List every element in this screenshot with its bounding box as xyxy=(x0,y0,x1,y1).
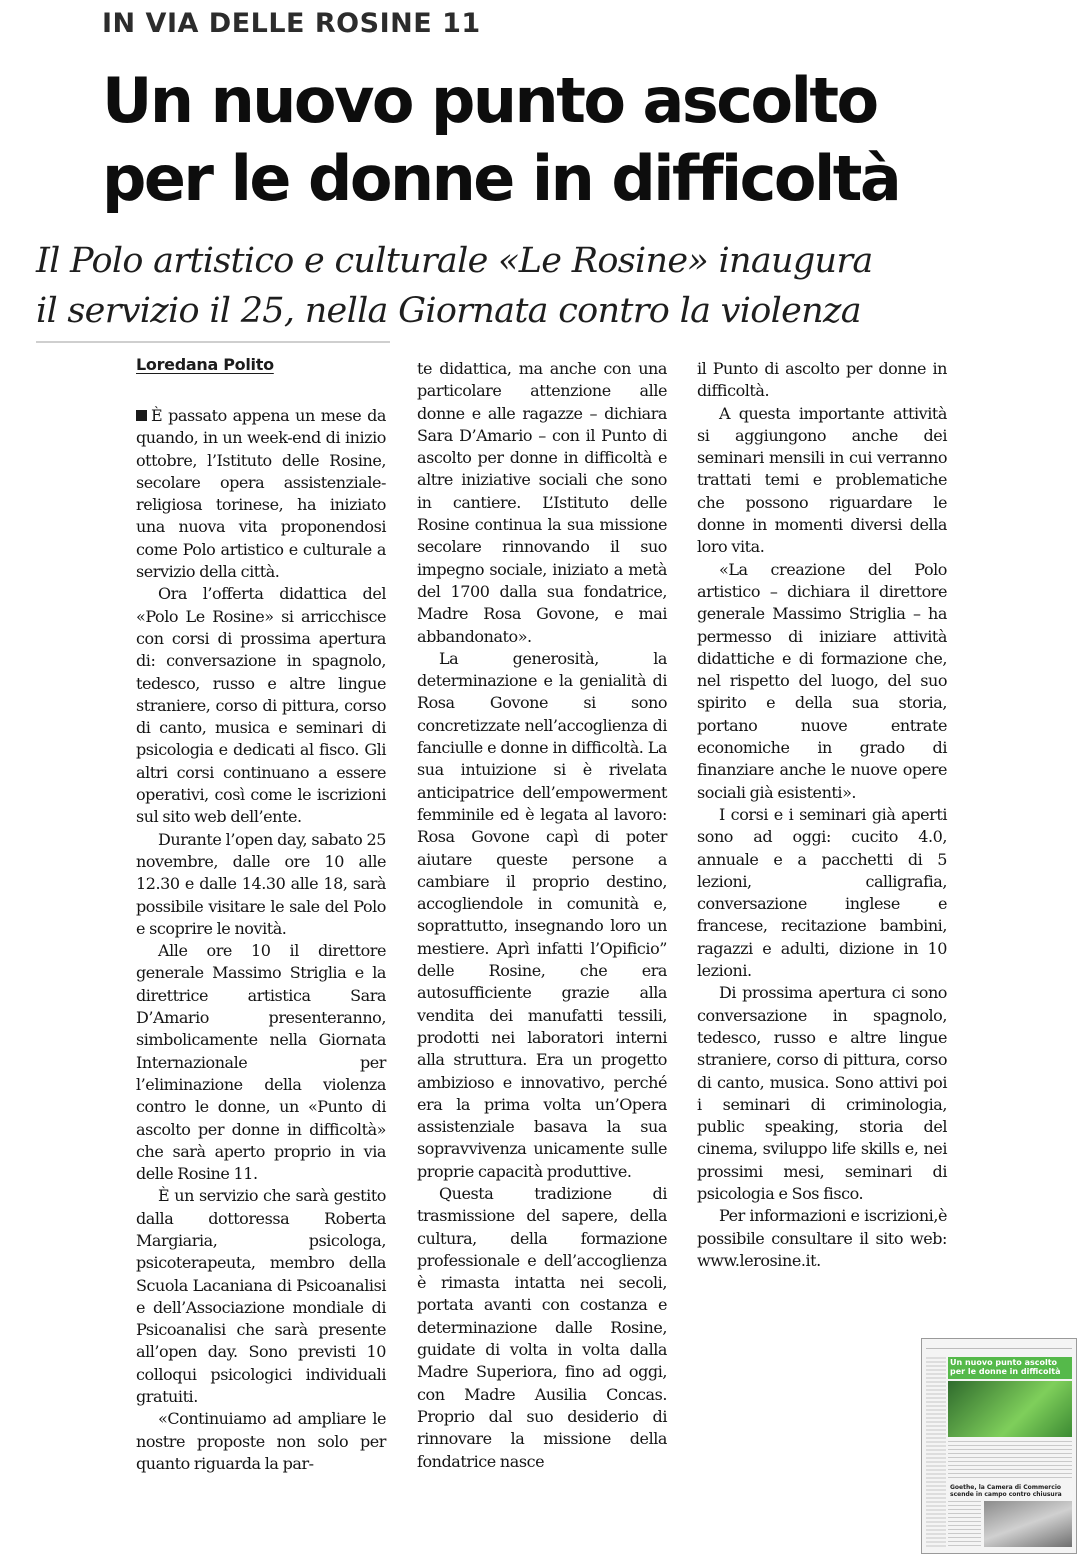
paragraph: il Punto di ascolto per donne in difficoltà. xyxy=(697,359,947,401)
paragraph: A questa importante attività si aggiungono anche dei seminari mensili in cui verranno trattati temi e problematiche che possono riguardare le donne in momenti diversi della loro vita. xyxy=(697,403,947,557)
paragraph: «Continuiamo ad ampliare le nostre proposte non solo per quanto riguarda la par- xyxy=(136,1409,386,1473)
article-column-1 xyxy=(136,405,386,1475)
bullet-icon xyxy=(136,410,147,421)
paragraph: Di prossima apertura ci sono conversazione in spagnolo, tedesco, russo e altre lingue straniere, corso di pittura, corso di canto, musica. Sono attivi poi i seminari di criminologia, public speaking, storia del cinema, sviluppo life skills e, nei prossimi mesi, seminari di psicologia e Sos fisco. xyxy=(697,983,947,1203)
paragraph: Durante l’open day, sabato 25 novembre, dalle ore 10 alle 12.30 e dalle 14.30 alle 18, sarà possibile visitare le sale del Polo e scoprire le novità. xyxy=(136,829,386,938)
thumbnail-text xyxy=(948,1501,981,1547)
paragraph: Questa tradizione di trasmissione del sapere, della cultura, della formazione professionale e dell’accoglienza è rimasta intatta nei secoli, portata avanti con costanza e determinazione dalle Rosine, guidate di volta in volta dalla Madre Superiora, fino ad oggi, con Madre Ausilia Concas. Proprio dal suo desiderio di rinnovare la missione della fondatrice nasce xyxy=(417,1183,667,1471)
subheadline-line-2: il servizio il 25, nella Giornata contro la violenza xyxy=(36,291,861,331)
subheadline xyxy=(36,236,1066,336)
page-thumbnail xyxy=(921,1338,1077,1554)
paragraph-text: È passato appena un mese da quando, in un week-end di inizio ottobre, l’Istituto delle Rosine, secolare opera assistenziale-religiosa torinese, ha iniziato una nuova vita proponendosi come Polo artistico e culturale a servizio della città. xyxy=(136,406,386,582)
thumbnail-title: Un nuovo punto ascolto per le donne in difficoltà xyxy=(950,1358,1061,1376)
thumbnail-photo xyxy=(948,1381,1072,1437)
paragraph: I corsi e i seminari già aperti sono ad oggi: cucito 4.0, annuale e a pacchetti di 5 lezioni, calligrafia, conversazione inglese e francese, recitazione bambini, ragazzi e adulti, dizione in 10 lezioni. xyxy=(697,804,947,981)
paragraph xyxy=(136,405,386,583)
headline-line-1: Un nuovo punto ascolto xyxy=(102,64,877,137)
kicker: IN VIA DELLE ROSINE 11 xyxy=(102,8,481,39)
byline: Loredana Polito xyxy=(136,355,274,374)
headline-line-2: per le donne in difficoltà xyxy=(102,142,900,215)
paragraph: La generosità, la determinazione e la genialità di Rosa Govone si sono concretizzate nell’accoglienza di fanciulle e donne in difficoltà. La sua intuizione si è rivelata anticipatrice dell’empowerment femminile ed è legata al lavoro: Rosa Govone capì di poter aiutare queste persone a cambiare il proprio destino, accogliendole in comunità e, soprattutto, insegnando loro un mestiere. Aprì infatti l’Opificio” delle Rosine, che era autosufficiente grazie alla vendita dei manufatti tessili, prodotti nei laboratori interni alla struttura. Era un progetto ambizioso e innovativo, perché era la prima volta un’Opera assistenziale basava la sua sopravvivenza unicamente sulle proprie capacità produttive. xyxy=(417,648,667,1181)
subheadline-line-1: Il Polo artistico e culturale «Le Rosine» inaugura xyxy=(36,241,873,281)
thumbnail-text xyxy=(948,1441,1072,1481)
paragraph: Alle ore 10 il direttore generale Massimo Striglia e la direttrice artistica Sara D’Amario presenteranno, simbolicamente nella Giornata Internazionale per l’eliminazione della violenza contro le donne, un «Punto di ascolto per donne in difficoltà» che sarà aperto proprio in via delle Rosine 11. xyxy=(136,941,386,1184)
paragraph: Per informazioni e iscrizioni,è possibile consultare il sito web: www.lerosine.it. xyxy=(697,1206,947,1270)
paragraph: È un servizio che sarà gestito dalla dottoressa Roberta Margiaria, psicologa, psicoterapeuta, membro della Scuola Lacaniana di Psicoanalisi e dell’Associazione mondiale di Psicoanalisi che sarà presente all’open day. Sono previsti 10 colloqui psicologici individuali gratuiti. xyxy=(136,1186,386,1407)
paragraph: «La creazione del Polo artistico – dichiara il direttore generale Massimo Striglia – ha permesso di iniziare attività didattiche e di formazione che, nel rispetto del luogo, del suo spirito e della sua storia, portano nuove entrate economiche in grado di finanziare anche le nuove opere sociali già esistenti». xyxy=(697,559,947,802)
paragraph: Ora l’offerta didattica del «Polo Le Rosine» si arricchisce con corsi di prossima apertura di: conversazione in spagnolo, tedesco, russo e altre lingue straniere, corso di pittura, corso di canto, musica e seminari di psicologia e dedicati al fisco. Gli altri corsi continuano a essere operativi, così come le iscrizioni sul sito web dell’ente. xyxy=(136,584,386,827)
divider xyxy=(36,341,390,343)
headline xyxy=(102,62,1062,218)
paragraph: te didattica, ma anche con una particolare attenzione alle donne e alle ragazze – dichiara Sara D’Amario – con il Punto di ascolto per donne in difficoltà e altre iniziative sociali che sono in cantiere. L’Istituto delle Rosine continua la sua missione secolare rinnovando il suo impegno sociale, iniziato a metà del 1700 dalla sua fondatrice, Madre Rosa Govone, e mai abbandonato». xyxy=(417,359,667,646)
thumbnail-header xyxy=(926,1342,1072,1349)
thumbnail-side-column xyxy=(926,1357,946,1547)
thumbnail-headline-2: Goethe, la Camera di Commercio scende in campo contro chiusura xyxy=(950,1484,1062,1498)
article-column-2 xyxy=(417,358,667,1473)
article-column-3 xyxy=(697,358,947,1272)
thumbnail-photo xyxy=(984,1501,1072,1547)
